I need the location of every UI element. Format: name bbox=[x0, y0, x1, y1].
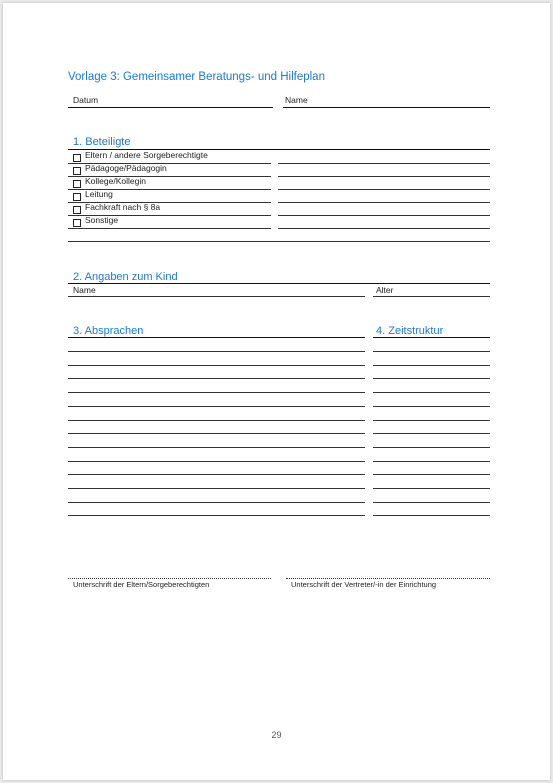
document-page bbox=[3, 3, 550, 780]
zeitstruktur-line bbox=[373, 392, 490, 393]
zeitstruktur-line bbox=[373, 488, 490, 489]
absprachen-line bbox=[68, 351, 365, 352]
participant-row-line bbox=[68, 228, 271, 229]
date-label: Datum bbox=[73, 95, 99, 105]
zeitstruktur-line bbox=[373, 502, 490, 503]
page-number: 29 bbox=[271, 730, 282, 740]
participant-row-line bbox=[68, 189, 271, 190]
checkbox-sonstige[interactable] bbox=[73, 219, 81, 227]
section-zeitstruktur-heading: 4. Zeitstruktur bbox=[376, 325, 444, 337]
child-name-label: Name bbox=[73, 285, 96, 295]
child-name-line bbox=[68, 296, 365, 297]
absprachen-line bbox=[68, 420, 365, 421]
zeitstruktur-line bbox=[373, 447, 490, 448]
participant-extra-line bbox=[68, 241, 490, 242]
name-label: Name bbox=[285, 95, 308, 105]
participant-row-line bbox=[278, 189, 490, 190]
date-line bbox=[68, 107, 273, 108]
signature-institution-label: Unterschrift der Vertreter/-in der Einrichtung bbox=[291, 580, 437, 589]
absprachen-line bbox=[68, 433, 365, 434]
zeitstruktur-line bbox=[373, 474, 490, 475]
child-age-label: Alter bbox=[376, 285, 394, 295]
participant-label: Fachkraft nach § 8a bbox=[85, 202, 161, 212]
checkbox-leitung[interactable] bbox=[73, 193, 81, 201]
participant-label: Eltern / andere Sorgeberechtigte bbox=[85, 150, 208, 160]
participant-label: Pädagoge/Pädagogin bbox=[85, 163, 167, 173]
signature-parents-label: Unterschrift der Eltern/Sorgeberechtigten bbox=[73, 580, 210, 589]
participant-row-line bbox=[278, 163, 490, 164]
absprachen-line bbox=[68, 461, 365, 462]
zeitstruktur-line bbox=[373, 461, 490, 462]
checkbox-fachkraft[interactable] bbox=[73, 206, 81, 214]
participant-label: Sonstige bbox=[85, 215, 119, 225]
child-age-line bbox=[373, 296, 490, 297]
participant-label: Leitung bbox=[85, 189, 113, 199]
zeitstruktur-line bbox=[373, 420, 490, 421]
checkbox-paedagoge[interactable] bbox=[73, 167, 81, 175]
checkbox-kollege[interactable] bbox=[73, 180, 81, 188]
participant-row-line bbox=[68, 176, 271, 177]
zeitstruktur-line bbox=[373, 406, 490, 407]
absprachen-line bbox=[68, 474, 365, 475]
absprachen-line bbox=[68, 502, 365, 503]
zeitstruktur-line bbox=[373, 433, 490, 434]
participant-row-line bbox=[68, 163, 271, 164]
absprachen-line bbox=[68, 447, 365, 448]
participant-row-line bbox=[278, 202, 490, 203]
absprachen-line bbox=[68, 406, 365, 407]
participant-row-line bbox=[278, 228, 490, 229]
zeitstruktur-line bbox=[373, 378, 490, 379]
absprachen-line bbox=[68, 392, 365, 393]
section-zeitstruktur-rule bbox=[373, 337, 490, 338]
absprachen-line bbox=[68, 378, 365, 379]
checkbox-eltern[interactable] bbox=[73, 154, 81, 162]
participant-label: Kollege/Kollegin bbox=[85, 176, 146, 186]
participant-row-line bbox=[68, 215, 271, 216]
absprachen-line bbox=[68, 488, 365, 489]
signature-parents-line bbox=[68, 578, 271, 579]
section-absprachen-heading: 3. Absprachen bbox=[73, 325, 144, 337]
absprachen-line bbox=[68, 515, 365, 516]
section-kind-rule bbox=[68, 283, 490, 284]
participant-row-line bbox=[278, 215, 490, 216]
zeitstruktur-line bbox=[373, 515, 490, 516]
section-absprachen-rule bbox=[68, 337, 365, 338]
participant-row-line bbox=[68, 202, 271, 203]
section-beteiligte-heading: 1. Beteiligte bbox=[73, 136, 131, 148]
zeitstruktur-line bbox=[373, 365, 490, 366]
absprachen-line bbox=[68, 365, 365, 366]
signature-institution-line bbox=[286, 578, 490, 579]
participant-row-line bbox=[278, 176, 490, 177]
section-kind-heading: 2. Angaben zum Kind bbox=[73, 271, 178, 283]
page-title: Vorlage 3: Gemeinsamer Beratungs- und Hilfeplan bbox=[68, 71, 325, 83]
zeitstruktur-line bbox=[373, 351, 490, 352]
name-line bbox=[283, 107, 490, 108]
